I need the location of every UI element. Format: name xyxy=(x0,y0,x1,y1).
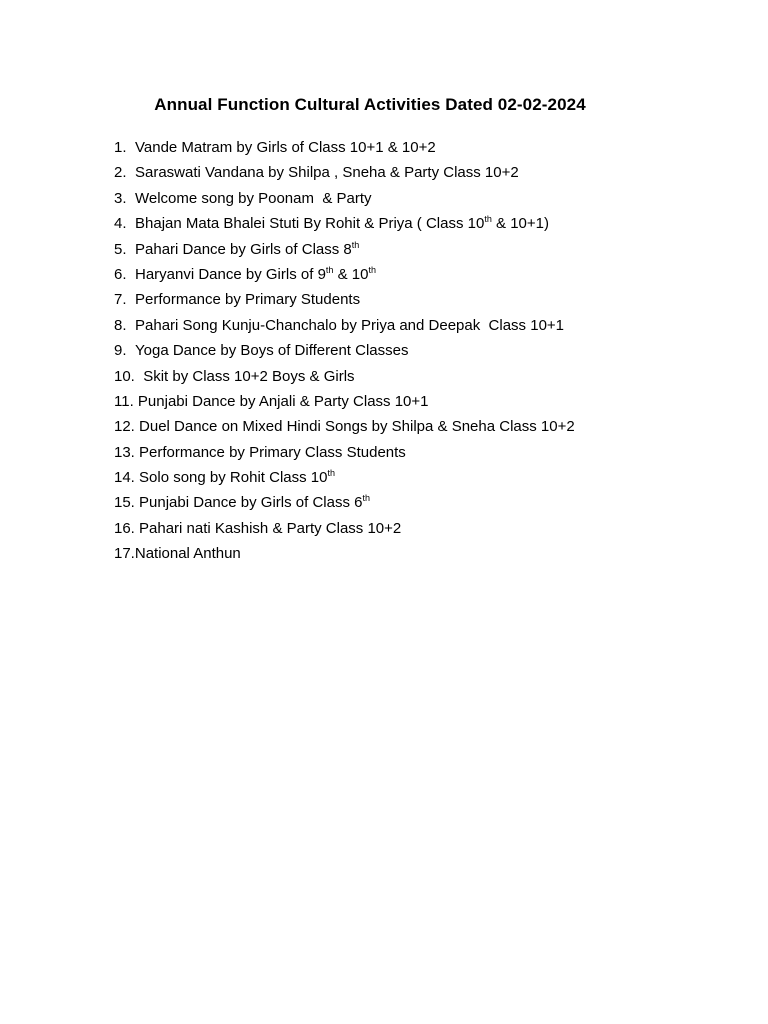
list-item xyxy=(114,287,575,312)
list-item-text: National Anthun xyxy=(134,545,241,563)
list-item xyxy=(114,364,575,389)
list-item-number: 5. xyxy=(114,240,127,258)
activity-list xyxy=(114,135,575,567)
list-item-number: 12. xyxy=(114,418,135,436)
list-item xyxy=(114,160,575,185)
list-item-number: 16. xyxy=(114,519,135,537)
document-title: Annual Function Cultural Activities Dated 02-02-2024 xyxy=(154,95,586,114)
list-item-text: Yoga Dance by Boys of Different Classes xyxy=(135,342,409,360)
ordinal-superscript: th xyxy=(368,264,376,275)
list-item-text: Bhajan Mata Bhalei Stuti By Rohit & Priya ( Class 10 xyxy=(135,215,485,233)
list-item xyxy=(114,237,575,262)
list-item xyxy=(114,389,575,414)
list-item-text: Pahari Dance by Girls of Class 8 xyxy=(135,240,352,258)
list-item-text: Duel Dance on Mixed Hindi Songs by Shilpa & Sneha Class 10+2 xyxy=(134,418,575,436)
list-item-number: 9. xyxy=(114,342,127,360)
list-item-text: Punjabi Dance by Anjali & Party Class 10+1 xyxy=(133,392,429,410)
list-item-text: Haryanvi Dance by Girls of 9 xyxy=(135,265,326,283)
list-item-text: Performance by Primary Students xyxy=(135,291,361,309)
list-item xyxy=(114,465,575,490)
list-item-number: 17. xyxy=(114,545,135,563)
list-item xyxy=(114,262,575,287)
list-item-number: 2. xyxy=(114,164,127,182)
list-item xyxy=(114,440,575,465)
list-item-text: Solo song by Rohit Class 10 xyxy=(134,469,328,487)
list-item xyxy=(114,490,575,515)
list-item xyxy=(114,186,575,211)
list-item xyxy=(114,338,575,363)
list-item-number: 1. xyxy=(114,139,127,156)
ordinal-superscript: th xyxy=(327,468,335,479)
list-item-number: 11. xyxy=(114,392,134,410)
list-item-text: Welcome song by Poonam & Party xyxy=(135,189,372,207)
list-item xyxy=(114,313,575,338)
ordinal-superscript: th xyxy=(362,493,370,504)
list-item xyxy=(114,516,575,541)
ordinal-superscript: th xyxy=(484,214,492,225)
list-item-number: 14. xyxy=(114,469,135,487)
list-item-number: 3. xyxy=(114,189,127,207)
list-item-text: Saraswati Vandana by Shilpa , Sneha & Party Class 10+2 xyxy=(135,164,519,182)
list-item-number: 7. xyxy=(114,291,127,309)
list-item-text: & 10 xyxy=(333,265,369,283)
list-item xyxy=(114,135,575,160)
list-item-number: 6. xyxy=(114,265,127,283)
list-item-text: Skit by Class 10+2 Boys & Girls xyxy=(134,367,355,385)
list-item-number: 8. xyxy=(114,316,127,334)
list-item-number: 10. xyxy=(114,367,135,385)
ordinal-superscript: th xyxy=(325,264,334,275)
list-item-number: 4. xyxy=(114,215,127,233)
list-item-text: Performance by Primary Class Students xyxy=(134,443,406,461)
list-item-text: Pahari Song Kunju-Chanchalo by Priya and Deepak Class 10+1 xyxy=(135,316,565,334)
list-item-text: & 10+1) xyxy=(491,215,549,233)
list-item-number: 13. xyxy=(114,443,135,461)
list-item xyxy=(114,211,575,236)
list-item-text: Pahari nati Kashish & Party Class 10+2 xyxy=(134,519,402,537)
list-item-text: Vande Matram by Girls of Class 10+1 & 10+2 xyxy=(135,139,436,156)
list-item-text: Punjabi Dance by Girls of Class 6 xyxy=(134,494,363,512)
list-item xyxy=(114,541,575,566)
list-item xyxy=(114,414,575,439)
ordinal-superscript: th xyxy=(351,239,360,250)
list-item-number: 15. xyxy=(114,494,135,512)
